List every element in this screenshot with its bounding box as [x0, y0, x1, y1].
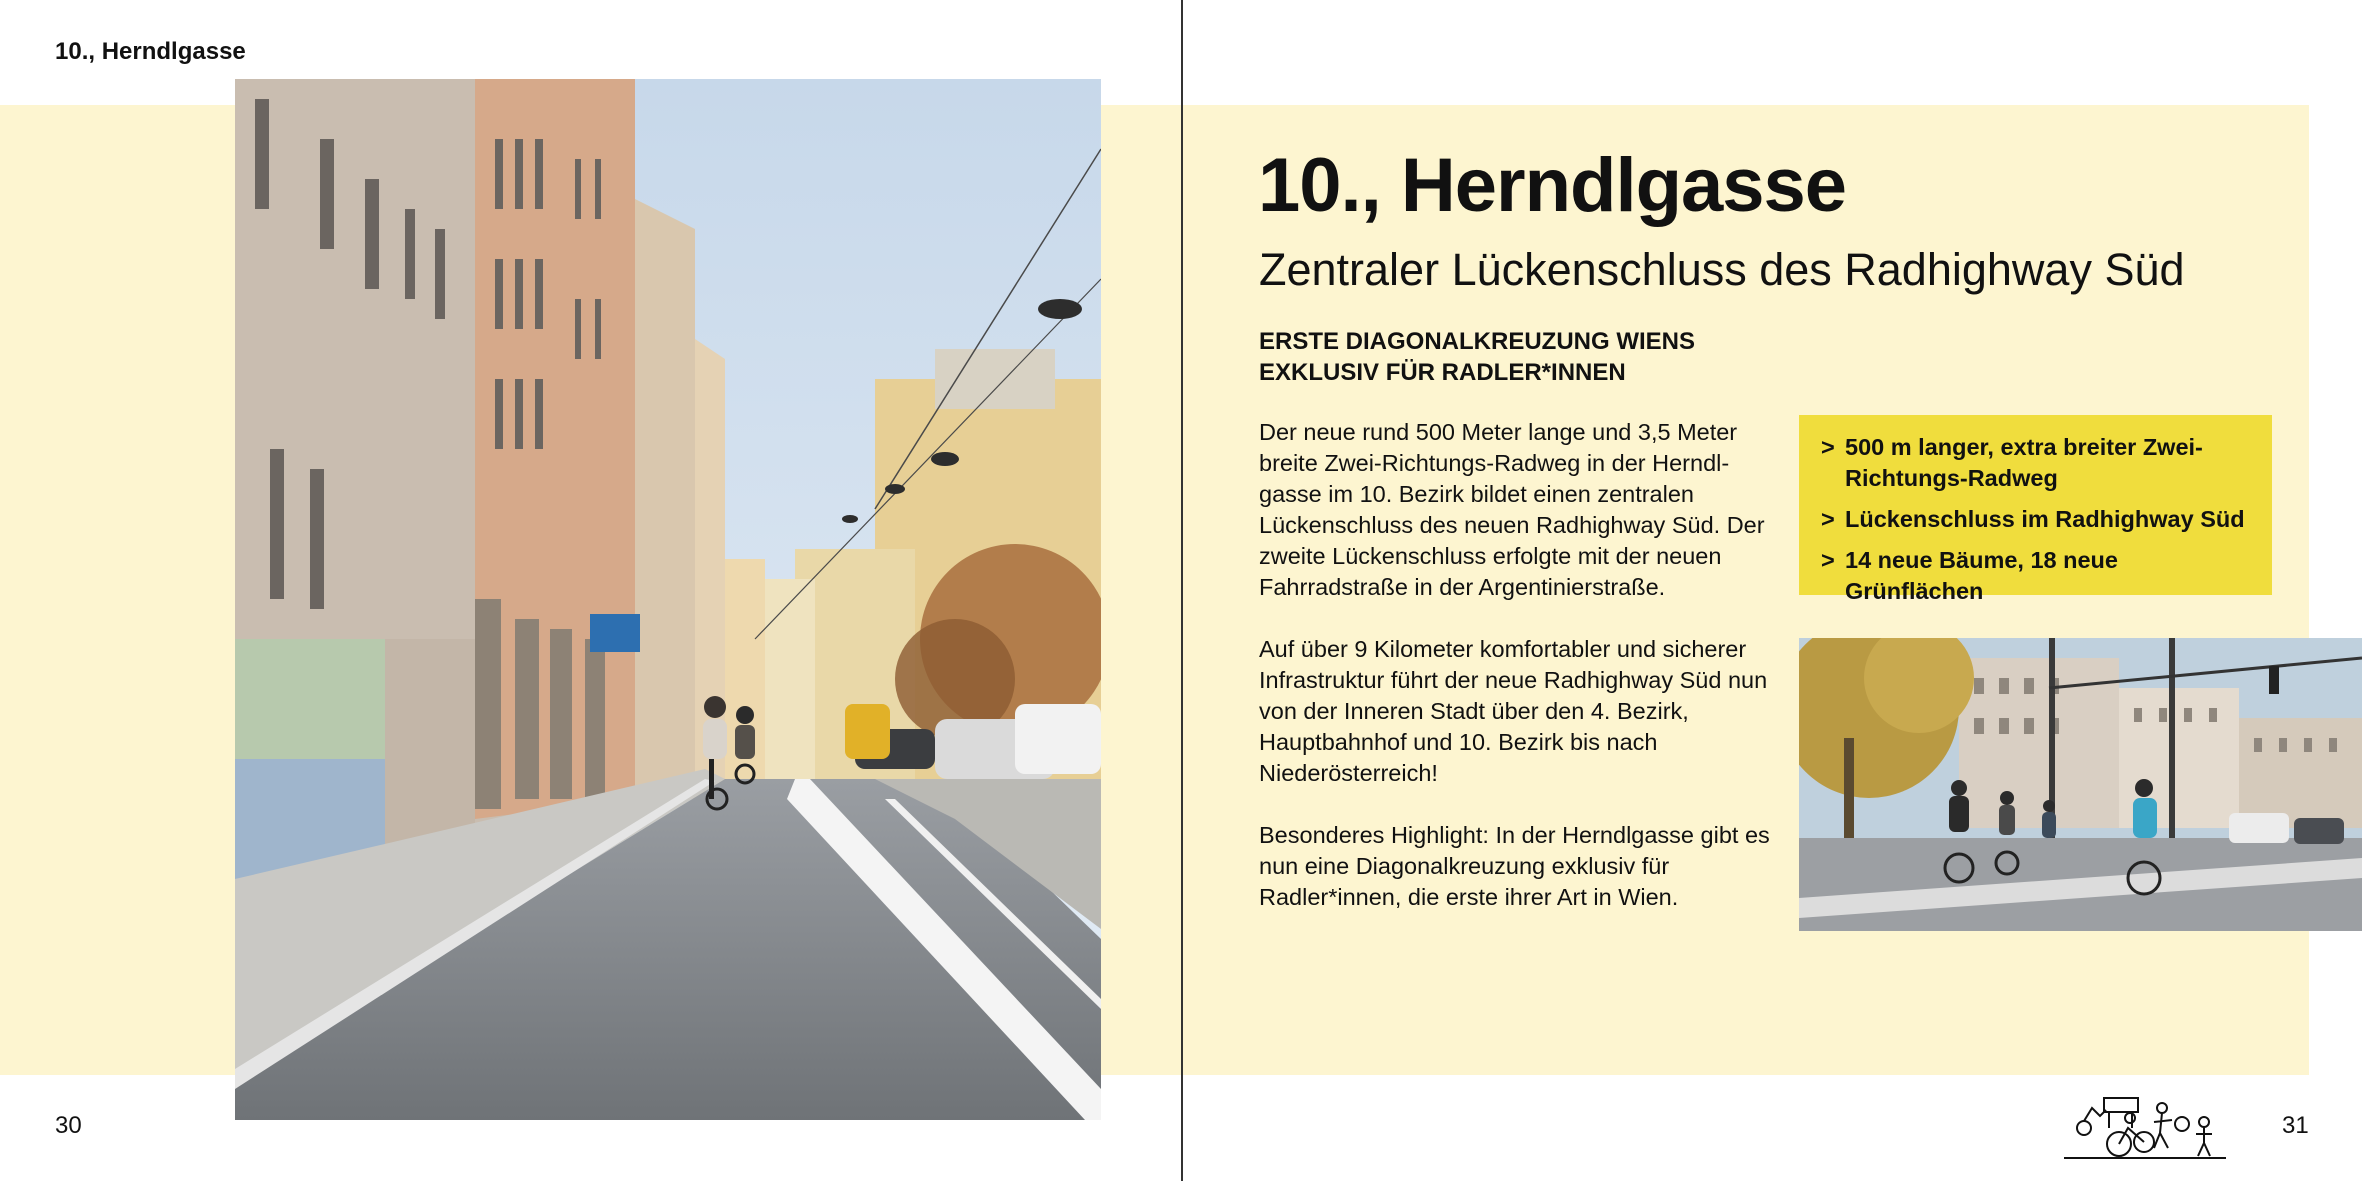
chevron-right-icon: >	[1821, 434, 1835, 460]
body-text	[1259, 417, 1779, 944]
highlights-list	[1821, 432, 2252, 607]
page-number-left: 30	[55, 1112, 82, 1139]
page-gutter	[1181, 0, 1183, 1181]
page-subtitle: Zentraler Lückenschluss des Radhighway Süd	[1259, 244, 2185, 295]
page-number-right: 31	[2282, 1112, 2309, 1139]
highlights-box	[1799, 415, 2272, 604]
paragraph-3: Besonderes Highlight: In der Herndlgasse gibt es nun eine Diagonalkreuzung exklusiv für Radler*innen, die erste ihrer Art in Wien.	[1259, 822, 1770, 910]
highlight-text: 500 m langer, extra breiter Zwei-Richtungs-Radweg	[1845, 434, 2203, 491]
intersection-photo	[1799, 638, 2362, 931]
highlight-text: Lückenschluss im Radhighway Süd	[1845, 506, 2245, 532]
page-title: 10., Herndlgasse	[1258, 143, 1847, 228]
running-head: 10., Herndlgasse	[55, 38, 246, 65]
kicker-line-1: ERSTE DIAGONALKREUZUNG WIENS	[1259, 328, 1696, 355]
street-photo	[235, 79, 1101, 1120]
chevron-right-icon: >	[1821, 547, 1835, 573]
kicker-line-2: EXKLUSIV FÜR RADLER*INNEN	[1259, 359, 1626, 386]
paragraph-1: Der neue rund 500 Meter lange und 3,5 Meter breite Zwei-Richtungs-Radweg in der Herndlgasse im 10. Bezirk bildet einen zentralen Lückenschluss des neuen Radhighway Süd. Der zweite Lückenschluss erfolgte mit der neuen Fahrradstraße in der Argentinierstraße.	[1259, 419, 1765, 600]
highlight-item	[1821, 545, 2252, 607]
chevron-right-icon: >	[1821, 506, 1835, 532]
highlight-item	[1821, 504, 2252, 535]
highlight-item	[1821, 432, 2252, 494]
section-kicker	[1259, 326, 1779, 388]
paragraph-2: Auf über 9 Kilometer komfortabler und sicherer Infrastruktur führt der neue Radhighway Süd nun von der Inneren Stadt über den 4. Bezirk, Hauptbahnhof und 10. Bezirk bis nach Niederösterreich!	[1259, 636, 1768, 786]
cyclists-illustration-icon	[2064, 1078, 2226, 1160]
highlight-text: 14 neue Bäume, 18 neue Grünflächen	[1845, 547, 2118, 604]
